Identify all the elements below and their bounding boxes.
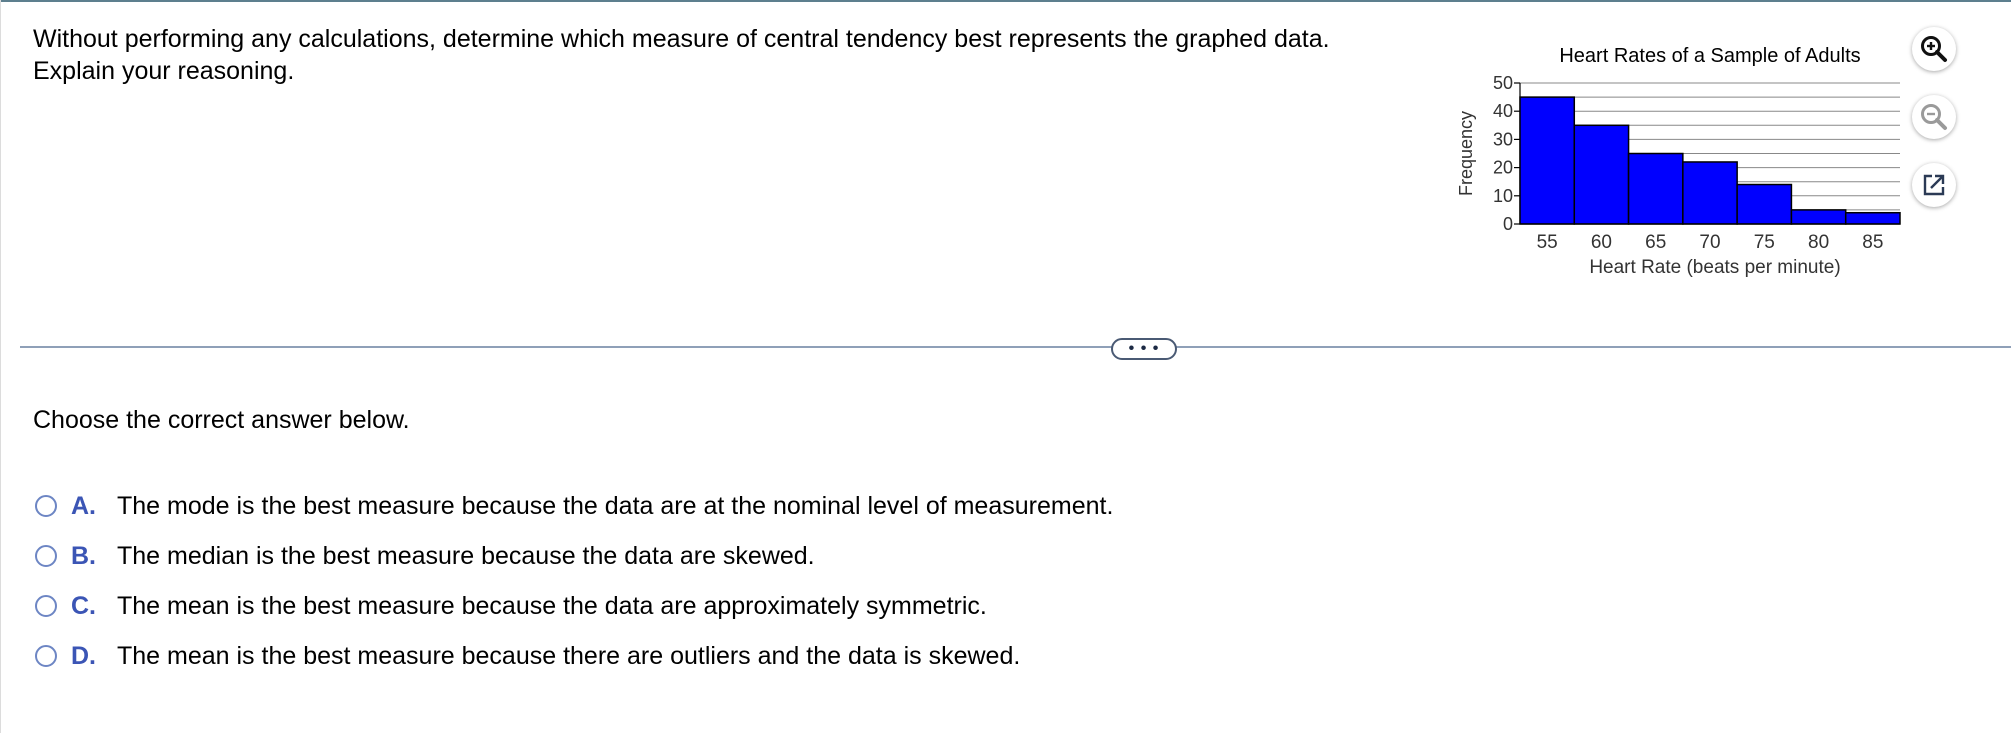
radio-button-a[interactable] bbox=[35, 495, 57, 517]
x-tick-label: 65 bbox=[1645, 232, 1667, 253]
chart-title: Heart Rates of a Sample of Adults bbox=[1559, 45, 1861, 67]
answer-options bbox=[35, 481, 1113, 681]
zoom-in-button[interactable] bbox=[1912, 27, 1956, 71]
top-border bbox=[0, 0, 2011, 2]
question-line-2: Explain your reasoning. bbox=[33, 57, 295, 85]
x-tick-label: 80 bbox=[1808, 232, 1830, 253]
option-letter: B. bbox=[71, 541, 96, 570]
question-line-1: Without performing any calculations, determine which measure of central tendency best represents the graphed data. bbox=[33, 25, 1330, 53]
option-letter: D. bbox=[71, 641, 96, 670]
option-b[interactable] bbox=[35, 531, 1113, 581]
option-letter: C. bbox=[71, 591, 96, 620]
expand-collapse-button[interactable]: • • • bbox=[1111, 338, 1177, 360]
y-axis-label: Frequency bbox=[1456, 110, 1476, 197]
histogram-bar bbox=[1629, 154, 1683, 225]
x-axis-label: Heart Rate (beats per minute) bbox=[1589, 257, 1841, 278]
radio-button-d[interactable] bbox=[35, 645, 57, 667]
option-letter: A. bbox=[71, 491, 96, 520]
radio-button-c[interactable] bbox=[35, 595, 57, 617]
histogram-chart bbox=[1440, 38, 1920, 298]
option-text: The mean is the best measure because there are outliers and the data is skewed. bbox=[117, 641, 1021, 670]
x-tick-label: 60 bbox=[1590, 232, 1612, 253]
x-tick-label: 75 bbox=[1753, 232, 1775, 253]
option-text: The mode is the best measure because the data are at the nominal level of measurement. bbox=[117, 491, 1114, 520]
left-border bbox=[0, 0, 1, 733]
option-text: The mean is the best measure because the data are approximately symmetric. bbox=[117, 591, 987, 620]
option-d[interactable] bbox=[35, 631, 1113, 681]
magnifier-plus-icon bbox=[1919, 34, 1949, 64]
x-tick-label: 55 bbox=[1536, 232, 1558, 253]
y-tick-label: 30 bbox=[1492, 129, 1513, 150]
zoom-out-button[interactable] bbox=[1912, 95, 1956, 139]
y-tick-label: 20 bbox=[1492, 157, 1513, 178]
y-tick-label: 10 bbox=[1492, 185, 1513, 206]
y-tick-label: 0 bbox=[1502, 214, 1513, 234]
magnifier-minus-icon bbox=[1919, 102, 1949, 132]
x-tick-label: 85 bbox=[1862, 232, 1884, 253]
histogram-bar bbox=[1737, 185, 1791, 224]
y-tick-label: 40 bbox=[1492, 101, 1513, 122]
x-tick-label: 70 bbox=[1699, 232, 1721, 253]
popout-button[interactable] bbox=[1912, 163, 1956, 207]
histogram-bar bbox=[1791, 210, 1845, 224]
option-a[interactable] bbox=[35, 481, 1113, 531]
histogram-bar bbox=[1520, 97, 1574, 224]
radio-button-b[interactable] bbox=[35, 545, 57, 567]
option-text: The median is the best measure because the data are skewed. bbox=[117, 541, 815, 570]
answer-prompt: Choose the correct answer below. bbox=[33, 406, 410, 434]
section-divider bbox=[20, 346, 2011, 348]
option-c[interactable] bbox=[35, 581, 1113, 631]
histogram-bar bbox=[1683, 162, 1737, 224]
external-link-icon bbox=[1921, 172, 1947, 198]
histogram-bar bbox=[1574, 125, 1628, 224]
y-tick-label: 50 bbox=[1492, 73, 1513, 93]
question-text bbox=[33, 23, 1413, 87]
histogram-bar bbox=[1846, 213, 1900, 224]
histogram-svg bbox=[1440, 38, 1920, 298]
